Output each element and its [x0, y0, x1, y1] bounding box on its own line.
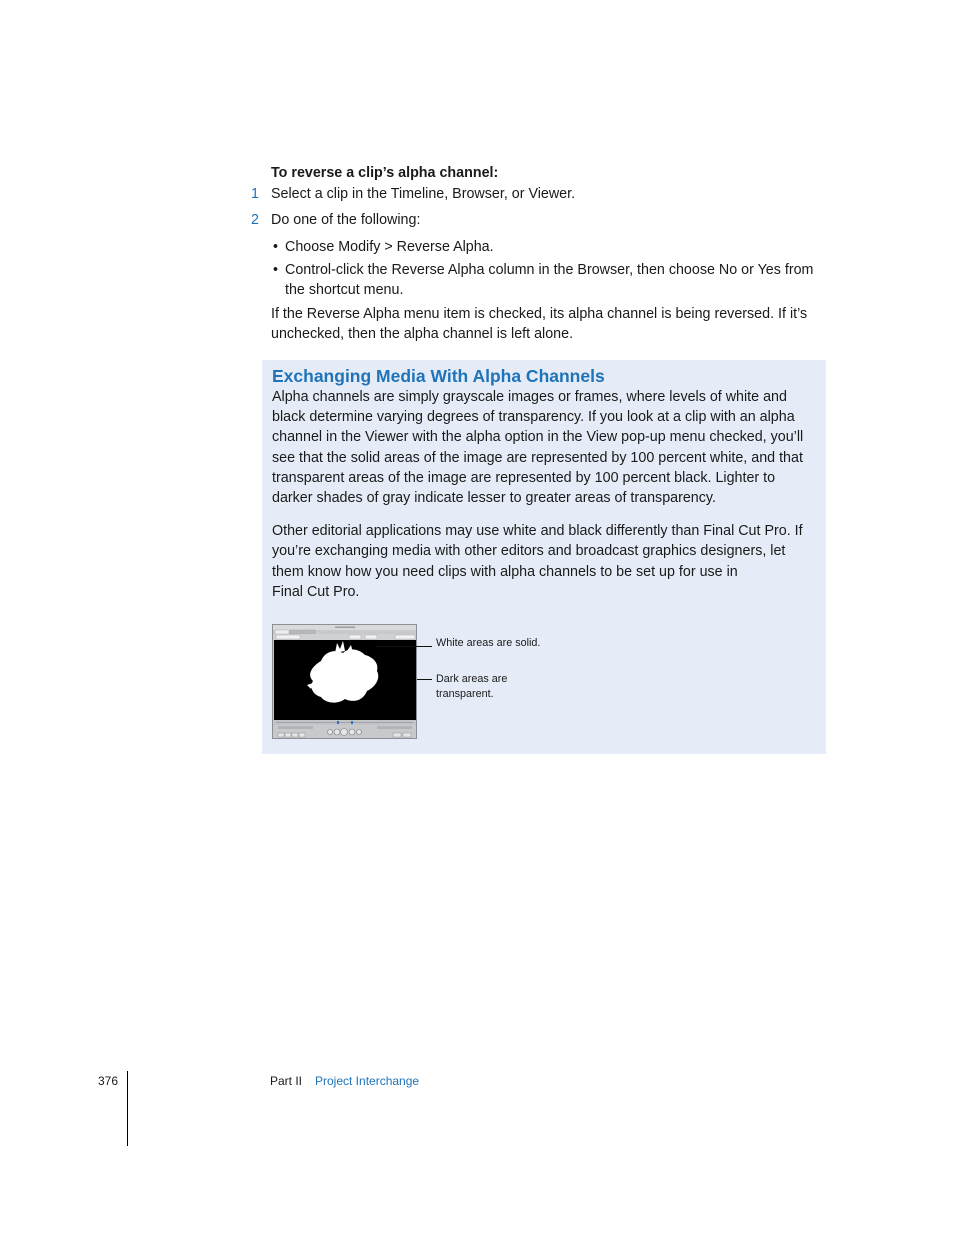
sidebar-para1-line3: channel in the Viewer with the alpha option in the View pop-up menu checked, you’ll [272, 429, 804, 445]
callout-dark-areas-line2: transparent. [436, 688, 494, 700]
bullet-text-1: Choose Modify > Reverse Alpha. [285, 239, 494, 255]
footer-rule [127, 1071, 128, 1146]
sidebar-para1-line6: darker shades of gray indicate lesser to greater areas of transparency. [272, 490, 716, 506]
bullet-dot-2: • [273, 262, 279, 278]
note-line-1: If the Reverse Alpha menu item is checked, its alpha channel is being reversed. If it’s [271, 306, 808, 322]
sidebar-para1-line4: see that the solid areas of the image are represented by 100 percent white, and that [272, 450, 803, 466]
step-number-2: 2 [251, 212, 259, 228]
callout-dark-areas-line1: Dark areas are [436, 673, 508, 685]
bullet-text-2-line1: Control-click the Reverse Alpha column in the Browser, then choose No or Yes from [285, 262, 814, 278]
page-number: 376 [98, 1074, 119, 1088]
footer-section-link[interactable]: Project Interchange [315, 1074, 420, 1088]
sidebar-para1-line2: black determine varying degrees of transparency. If you look at a clip with an alpha [272, 409, 795, 425]
viewer-screenshot [272, 624, 417, 739]
bullet-dot-1: • [273, 239, 279, 255]
sidebar-para2-line2: you’re exchanging media with other editors and broadcast graphics designers, let [272, 543, 786, 559]
bullet-text-2-line2: the shortcut menu. [285, 282, 404, 298]
note-line-2: unchecked, then the alpha channel is left alone. [271, 326, 574, 342]
sidebar-title: Exchanging Media With Alpha Channels [272, 366, 605, 386]
callout-line-dark [417, 679, 432, 680]
sidebar-para2-line4: Final Cut Pro. [272, 584, 360, 600]
footer-part-label: Part II [270, 1074, 303, 1088]
step-number-1: 1 [251, 186, 259, 202]
sidebar-para2-line3: them know how you need clips with alpha channels to be set up for use in [272, 564, 738, 580]
callout-line-white [376, 646, 432, 647]
sidebar-para2-line1: Other editorial applications may use white and black differently than Final Cut Pro. If [272, 523, 803, 539]
sidebar-para1-line5: transparent areas of the image are represented by 100 percent black. Lighter to [272, 470, 776, 486]
viewer-screenshot-graphic [273, 625, 417, 739]
step-text-2: Do one of the following: [271, 212, 421, 228]
procedure-heading: To reverse a clip’s alpha channel: [271, 165, 499, 181]
callout-white-areas: White areas are solid. [436, 637, 541, 649]
step-text-1: Select a clip in the Timeline, Browser, or Viewer. [271, 186, 576, 202]
sidebar-para1-line1: Alpha channels are simply grayscale images or frames, where levels of white and [272, 389, 787, 405]
